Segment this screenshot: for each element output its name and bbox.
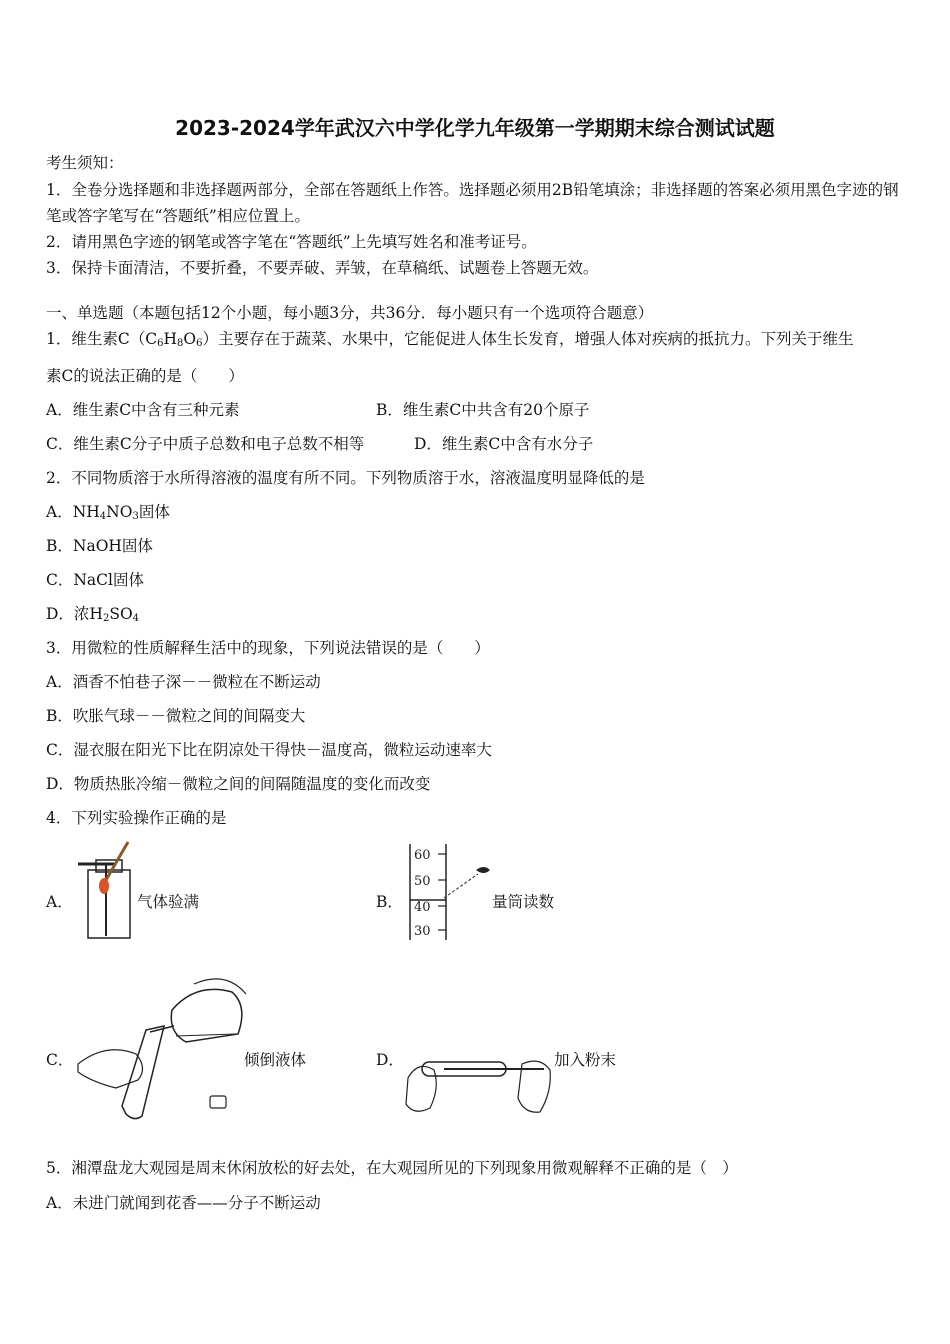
notice-heading: 考生须知： (46, 154, 124, 172)
q4-option-d-letter: D． (376, 1051, 404, 1069)
q4-option-b-letter: B． (376, 893, 403, 911)
q5-stem: 5．湘潭盘龙大观园是周末休闲放松的好去处，在大观园所见的下列现象用微观解释不正确的是（ ） (46, 1159, 738, 1177)
q3-option-c: C．湿衣服在阳光下比在阴凉处干得快－温度高，微粒运动速率大 (46, 741, 492, 759)
q4-option-a-label: 气体验满 (137, 893, 200, 911)
notice-list (46, 177, 908, 281)
cylinder-tick-label: 60 (414, 848, 431, 863)
q2-option-a: A．$NH_4NO_3$固体 (46, 503, 170, 522)
q4-stem: 4．下列实验操作正确的是 (46, 809, 227, 827)
q1-stem-line1: 1．维生素$C(C_6H_8O_6)$主要存在于蔬菜、水果中，它能促进人体生长发育，增强人体对疾病的抵抗力。下列关于维生 (46, 330, 854, 349)
cylinder-tick-label: 40 (414, 900, 431, 915)
adding-powder-illustration (404, 1048, 554, 1122)
q1-option-d: D．维生素C中含有水分子 (414, 435, 594, 453)
q1-option-b: B．维生素C中共含有20个原子 (376, 401, 590, 419)
q1-stem-line2: 素C的说法正确的是（ ） (46, 367, 244, 385)
q2-stem: 2．不同物质溶于水所得溶液的温度有所不同。下列物质溶于水，溶液温度明显降低的是 (46, 469, 645, 487)
q1-option-a: A．维生素C中含有三种元素 (46, 401, 240, 419)
cylinder-tick-label: 50 (414, 874, 431, 889)
section-heading: 一、单选题（本题包括12个小题，每小题3分，共36分．每小题只有一个选项符合题意） (46, 304, 654, 322)
q4-option-a-letter: A． (46, 893, 73, 911)
q3-option-d: D．物质热胀冷缩－微粒之间的间隔随温度的变化而改变 (46, 775, 431, 793)
q2-option-b: B．NaOH固体 (46, 537, 153, 555)
q3-stem: 3．用微粒的性质解释生活中的现象，下列说法错误的是（ ） (46, 639, 490, 657)
notice-item: 3．保持卡面清洁，不要折叠，不要弄破、弄皱，在草稿纸、试题卷上答题无效。 (46, 259, 599, 277)
q4-option-c-label: 倾倒液体 (244, 1051, 307, 1069)
q2-option-c: C．NaCl固体 (46, 571, 144, 589)
q3-option-a: A．酒香不怕巷子深－－微粒在不断运动 (46, 673, 321, 691)
q4-option-c-letter: C． (46, 1051, 74, 1069)
q4-option-d-label: 加入粉末 (554, 1051, 617, 1069)
cylinder-tick-label: 30 (414, 924, 431, 939)
q2-option-d: D．浓$H_2SO_4$ (46, 605, 140, 624)
page-title: 2023-2024学年武汉六中学化学九年级第一学期期末综合测试试题 (175, 116, 775, 140)
notice-item: 2．请用黑色字迹的钢笔或答字笔在“答题纸”上先填写姓名和准考证号。 (46, 233, 537, 251)
graduated-cylinder-illustration (404, 842, 498, 942)
pouring-liquid-illustration (76, 976, 250, 1122)
q1-option-c: C．维生素C分子中质子总数和电子总数不相等 (46, 435, 365, 453)
q3-option-b: B．吹胀气球－－微粒之间的间隔变大 (46, 707, 306, 725)
q5-option-a: A．未进门就闻到花香——分子不断运动 (46, 1194, 321, 1212)
notice-item: 1．全卷分选择题和非选择题两部分，全部在答题纸上作答。选择题必须用2B铅笔填涂；非选择题的答案必须用黑色字迹的钢笔或答字笔写在“答题纸”相应位置上。 (46, 181, 899, 225)
gas-bottle-illustration (76, 840, 136, 942)
q4-option-b-label: 量筒读数 (492, 893, 555, 911)
